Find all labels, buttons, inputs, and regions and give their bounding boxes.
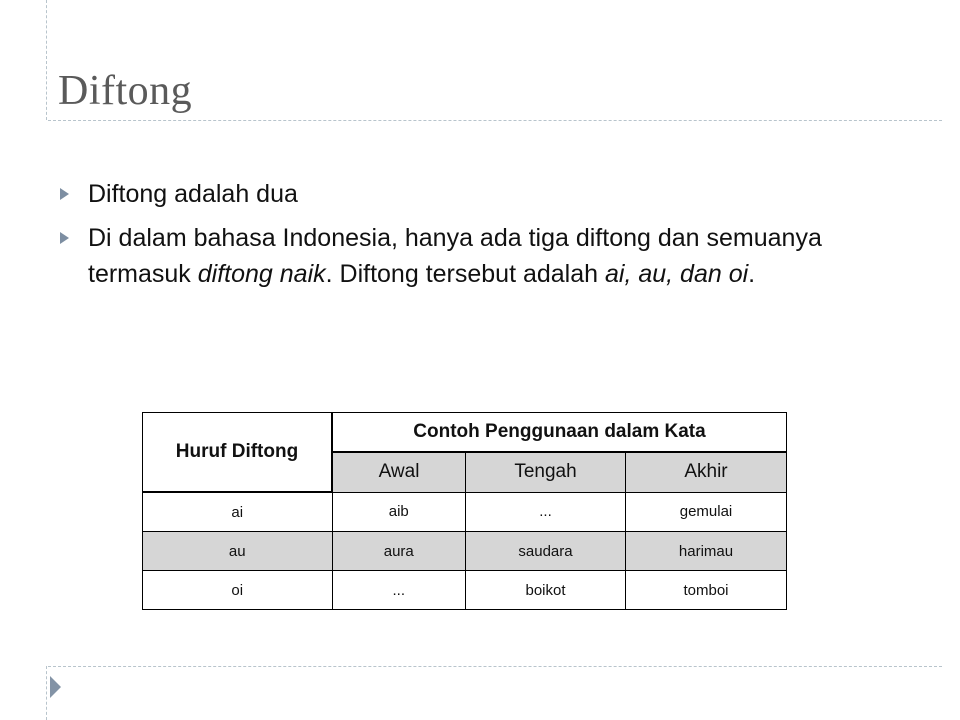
table-cell: ... [466,492,626,532]
subheader-tengah: Tengah [466,452,626,492]
bullet-text-part: Diftong adalah dua [88,180,298,208]
bullet-triangle-icon [60,188,69,200]
title-dashed-rule [48,120,942,121]
table-cell: gemulai [626,492,787,532]
table-header-row [143,413,787,453]
diftong-table [142,412,787,610]
header-contoh-penggunaan: Contoh Penggunaan dalam Kata [332,413,787,453]
bullet-text-italic: diftong naik [197,260,326,288]
header-huruf-diftong: Huruf Diftong [143,413,333,493]
subheader-akhir: Akhir [626,452,787,492]
table-cell: harimau [626,532,787,571]
subheader-awal: Awal [332,452,466,492]
bullet-item-1 [58,176,898,212]
bullet-item-2 [58,220,898,292]
table-cell: oi [143,571,333,610]
footer-dashed-rule [48,666,942,667]
table-row [143,571,787,610]
table-cell: au [143,532,333,571]
bullet-text-part: . [748,260,756,288]
bullet-text-italic: ai, au, dan oi [605,260,749,288]
table-cell: tomboi [626,571,787,610]
bullet-list [58,176,898,300]
table-cell: ai [143,492,333,532]
bullet-triangle-icon [60,232,69,244]
table-row [143,532,787,571]
bullet-text-part: . Diftong tersebut adalah [325,260,605,288]
table-cell: saudara [466,532,626,571]
bullet-text [88,176,898,212]
table-cell: ... [332,571,466,610]
slide-title: Diftong [58,68,193,114]
table-row [143,492,787,532]
table-cell: aura [332,532,466,571]
vertical-dashed-rule-bottom [46,666,47,720]
table-cell: boikot [466,571,626,610]
triangle-right-icon[interactable] [50,676,61,698]
table-cell: aib [332,492,466,532]
vertical-dashed-rule-top [46,0,47,120]
bullet-text-part: Di dalam bahasa Indonesia, hanya ada tiga diftong dan semuanya termasuk [88,224,822,288]
bullet-text [88,220,898,292]
